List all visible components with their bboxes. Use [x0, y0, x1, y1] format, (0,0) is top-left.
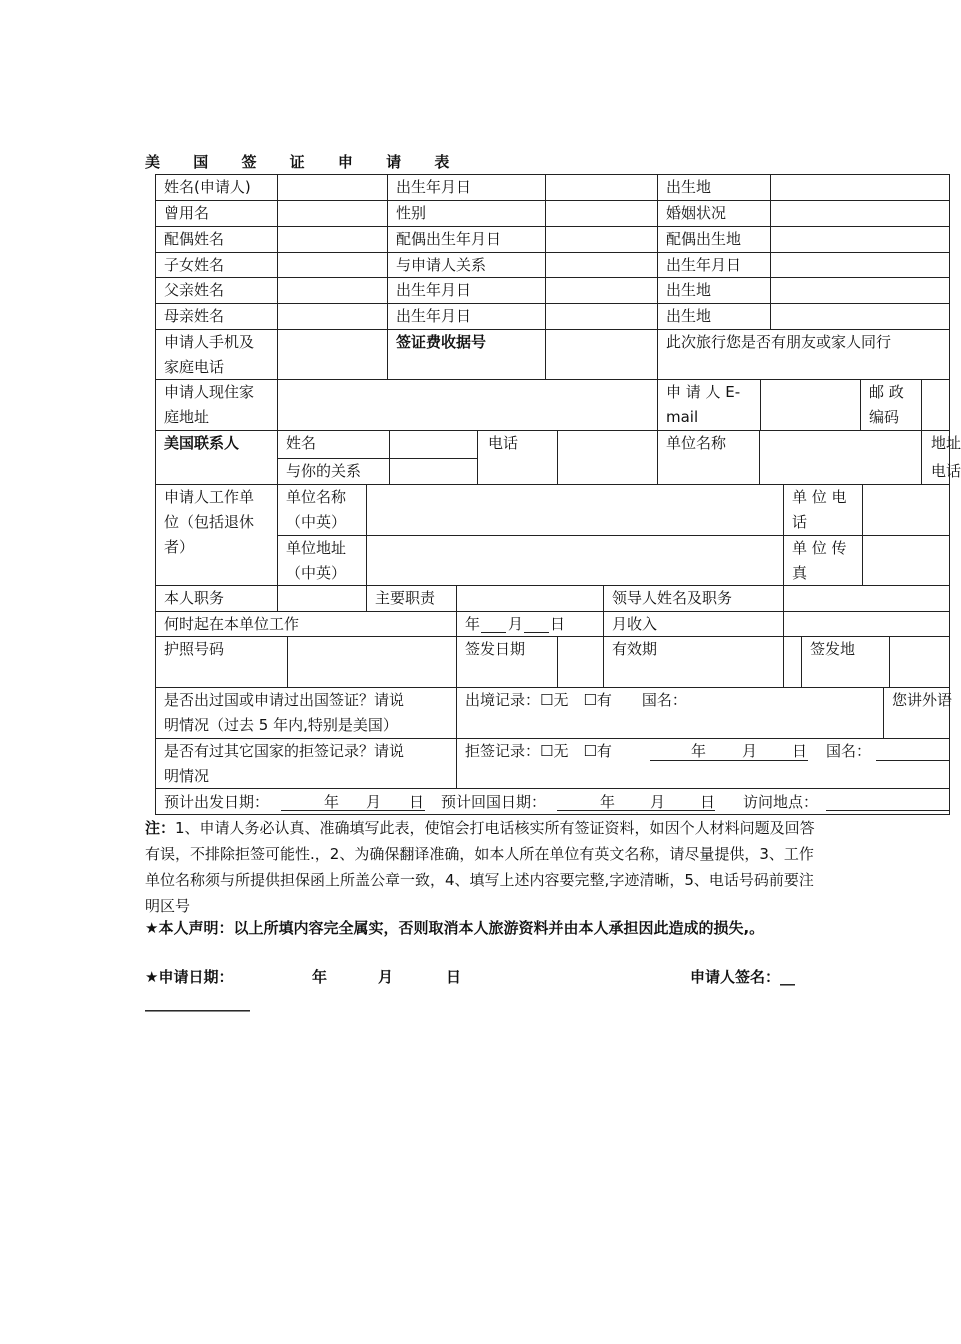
label-mother-birth-date: 出生年月日	[396, 307, 472, 325]
label-company-fax-line2: 真	[792, 564, 808, 582]
label-phone-line2: 家庭电话	[164, 358, 225, 376]
label-gender: 性别	[396, 204, 427, 222]
label-mother-name: 母亲姓名	[164, 307, 225, 325]
label-company-address-lang: （中英）	[286, 564, 347, 582]
label-travel-history-line2: 明情况（过去 5 年内,特别是美国）	[164, 716, 398, 734]
label-former-name: 曾用名	[164, 204, 210, 222]
label-exit-record: 出境记录：☐无 ☐有 国名：	[465, 691, 687, 709]
label-start-date: 何时起在本单位工作	[164, 615, 300, 633]
label-email-line1: 申 请 人 E-	[666, 383, 741, 401]
notes-label: 注：	[145, 819, 176, 837]
label-company-name: 单位名称	[286, 488, 347, 506]
label-company-phone-line1: 单 位 电	[792, 488, 847, 506]
label-address-line1: 申请人现住家	[164, 383, 255, 401]
label-child-name: 子女姓名	[164, 256, 225, 274]
label-position: 本人职务	[164, 589, 225, 607]
signature-line: ______________	[145, 994, 250, 1012]
label-mother-birth-place: 出生地	[666, 307, 712, 325]
label-postcode-line2: 编码	[869, 408, 900, 426]
label-employer-line2: 位（包括退休	[164, 513, 255, 531]
label-relation: 与申请人关系	[396, 256, 487, 274]
label-contact-phone: 电话	[488, 434, 519, 452]
label-issue-place: 签发地	[810, 640, 856, 658]
label-father-birth-place: 出生地	[666, 281, 712, 299]
notes-text: 1、申请人务必认真、准确填写此表，使馆会打电话核实所有签证资料，如因个人材料问题及回答有误，不排除拒签可能性.，2、为确保翻译准确，如本人所在单位有英文名称，请尽量提供，3、工作单位名称须与所提供担保函上所盖公章一致，4、填写上述内容要完整,字迹清晰，5、电话号码前要注明区号	[145, 819, 815, 915]
label-return-month: 月	[650, 793, 666, 811]
label-contact-phone2: 电话	[931, 462, 961, 480]
label-return-day: 日	[700, 793, 716, 811]
label-refusal-record: 拒签记录：☐无 ☐有	[465, 742, 612, 760]
label-contact-name: 姓名	[286, 434, 317, 452]
label-child-birth-date: 出生年月日	[666, 256, 742, 274]
application-date-year: 年	[312, 968, 328, 986]
label-departure-month: 月	[366, 793, 382, 811]
label-start-year: 年	[465, 615, 481, 633]
label-travel-companions: 此次旅行您是否有朋友或家人同行	[666, 333, 892, 351]
label-refusal-country: 国名：	[826, 742, 872, 760]
label-employer-line1: 申请人工作单	[164, 488, 255, 506]
application-date-label: ★申请日期：	[145, 968, 234, 986]
label-company-name-lang: （中英）	[286, 513, 347, 531]
notes-paragraph	[145, 815, 820, 919]
label-refusal-history-line1: 是否有过其它国家的拒签记录？请说	[164, 742, 405, 760]
label-address-line2: 庭地址	[164, 408, 210, 426]
label-visa-fee-receipt: 签证费收据号	[396, 333, 487, 351]
label-employer-line3: 者）	[164, 538, 195, 556]
label-spouse-birth-place: 配偶出生地	[666, 230, 742, 248]
label-father-birth-date: 出生年月日	[396, 281, 472, 299]
label-contact-address: 地址	[931, 434, 961, 452]
application-date-month: 月	[378, 968, 394, 986]
label-birth-place: 出生地	[666, 178, 712, 196]
page-title: 美 国 签 证 申 请 表	[145, 153, 464, 171]
label-company-phone-line2: 话	[792, 513, 808, 531]
label-birth-date: 出生年月日	[396, 178, 472, 196]
label-refusal-day: 日	[792, 742, 808, 760]
label-departure-year: 年	[324, 793, 340, 811]
label-departure-day: 日	[409, 793, 425, 811]
label-start-month: 月	[508, 615, 524, 633]
label-passport-number: 护照号码	[164, 640, 225, 658]
label-refusal-year: 年	[691, 742, 707, 760]
label-start-day: 日	[550, 615, 566, 633]
label-monthly-income: 月收入	[612, 615, 658, 633]
label-us-contact: 美国联系人	[164, 434, 240, 452]
label-email-line2: mail	[666, 408, 699, 426]
signature-label: 申请人签名：__	[690, 968, 796, 986]
label-issue-date: 签发日期	[465, 640, 526, 658]
label-duties: 主要职责	[375, 589, 436, 607]
label-contact-relation: 与你的关系	[286, 462, 362, 480]
label-contact-company: 单位名称	[666, 434, 727, 452]
label-postcode-line1: 邮 政	[869, 383, 904, 401]
label-refusal-month: 月	[742, 742, 758, 760]
label-refusal-history-line2: 明情况	[164, 767, 210, 785]
label-travel-history-line1: 是否出过国或申请过出国签证？请说	[164, 691, 405, 709]
label-spouse-name: 配偶姓名	[164, 230, 225, 248]
label-languages: 您讲外语	[892, 691, 953, 709]
label-return-date: 预计回国日期：	[441, 793, 547, 811]
label-departure-date: 预计出发日期：	[164, 793, 270, 811]
application-date-day: 日	[446, 968, 462, 986]
label-company-fax-line1: 单 位 传	[792, 539, 847, 557]
label-phone-line1: 申请人手机及	[164, 333, 255, 351]
label-applicant-name: 姓名(申请人)	[164, 178, 251, 196]
label-expiry: 有效期	[612, 640, 658, 658]
declaration: ★本人声明：以上所填内容完全属实，否则取消本人旅游资料并由本人承担因此造成的损失,。	[145, 919, 765, 937]
label-supervisor: 领导人姓名及职务	[612, 589, 733, 607]
label-visit-places: 访问地点：	[743, 793, 819, 811]
label-spouse-birth-date: 配偶出生年月日	[396, 230, 502, 248]
label-return-year: 年	[600, 793, 616, 811]
label-father-name: 父亲姓名	[164, 281, 225, 299]
label-company-address: 单位地址	[286, 539, 347, 557]
label-marital-status: 婚姻状况	[666, 204, 727, 222]
